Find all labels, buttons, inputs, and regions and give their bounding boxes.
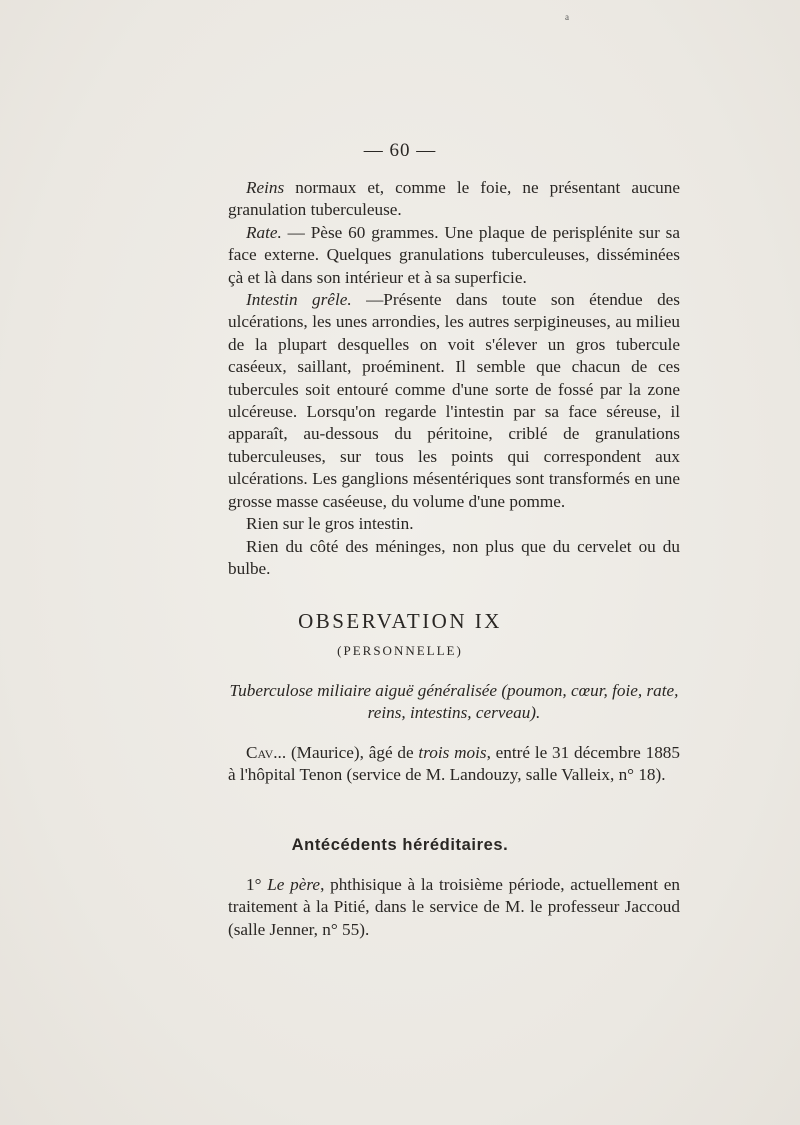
section-heading: Antécédents héréditaires. xyxy=(291,836,509,854)
observation-title: OBSERVATION IX xyxy=(298,609,502,633)
paragraph-lead: Reins xyxy=(246,178,285,197)
paragraph-body: Rien du côté des méninges, non plus que du cervelet ou du bulbe. xyxy=(228,536,680,578)
paragraph-body: —Présente dans toute son étendue des ulcérations, les unes arrondies, les autres serpigineuses, au milieu de la plupart desquelles on voit s'élever un gros tubercule caséeux, saillant, proéminent. Il semble que chacun de ces tubercules soit entouré comme d'une sorte de fossé par la zone ulcéreuse. Lorsqu'on regarde l'intestin par sa face séreuse, il apparaît, au-dessous du péritoine, criblé de granulations tuberculeuses, sur tous les points qui correspondent aux ulcérations. Les ganglions mésentériques sont transformés en une grosse masse caséeuse, du volume d'une pomme. xyxy=(228,290,680,511)
antecedents xyxy=(228,874,680,941)
page-number: — 60 — xyxy=(363,140,437,161)
paragraph-lead: Rate. xyxy=(246,222,282,242)
corner-mark: a xyxy=(565,12,569,22)
autopsy-findings xyxy=(228,177,680,580)
antecedent-lead: Le père xyxy=(267,875,321,894)
paragraph-lead: Intestin grêle. xyxy=(246,290,352,310)
patient-text-b: , entré le 31 décembre 1885 à l'hôpital Tenon (service de M. Landouzy, salle Valleix, n° 18). xyxy=(228,743,680,785)
paragraph-antecedent xyxy=(228,874,680,941)
antecedent-body: , phthisique à la troisième période, actuellement en traitement à la Pitié, dans le service de M. le professeur Jaccoud (salle Jenner, n° 55). xyxy=(228,875,681,939)
paragraph-rate xyxy=(228,222,680,289)
paragraph-gros-intestin xyxy=(228,513,680,535)
patient-text-a: (Maurice), âgé de xyxy=(286,743,419,762)
paragraph-patient xyxy=(228,742,680,787)
diagnosis: Tuberculose miliaire aiguë généralisée (poumon, cœur, foie, rate, reins, intestins, cerveau). xyxy=(229,681,679,723)
patient-intro xyxy=(228,742,680,787)
observation-subtitle: (PERSONNELLE) xyxy=(337,643,463,658)
paragraph-meninges xyxy=(228,536,680,581)
paragraph-body: normaux et, comme le foie, ne présentant aucune granulation tuberculeuse. xyxy=(228,178,680,220)
paragraph-body: — Pèse 60 grammes. Une plaque de perisplénite sur sa face externe. Quelques granulations tuberculeuses, disséminées çà et là dans son intérieur et à sa superficie. xyxy=(228,222,680,287)
antecedent-num: 1° xyxy=(246,875,268,894)
paragraph-reins xyxy=(228,177,680,222)
paragraph-body: Rien sur le gros intestin. xyxy=(246,514,414,534)
patient-name: Cav... xyxy=(246,743,287,762)
patient-age: trois mois xyxy=(418,743,487,762)
paragraph-intestin xyxy=(228,289,680,513)
